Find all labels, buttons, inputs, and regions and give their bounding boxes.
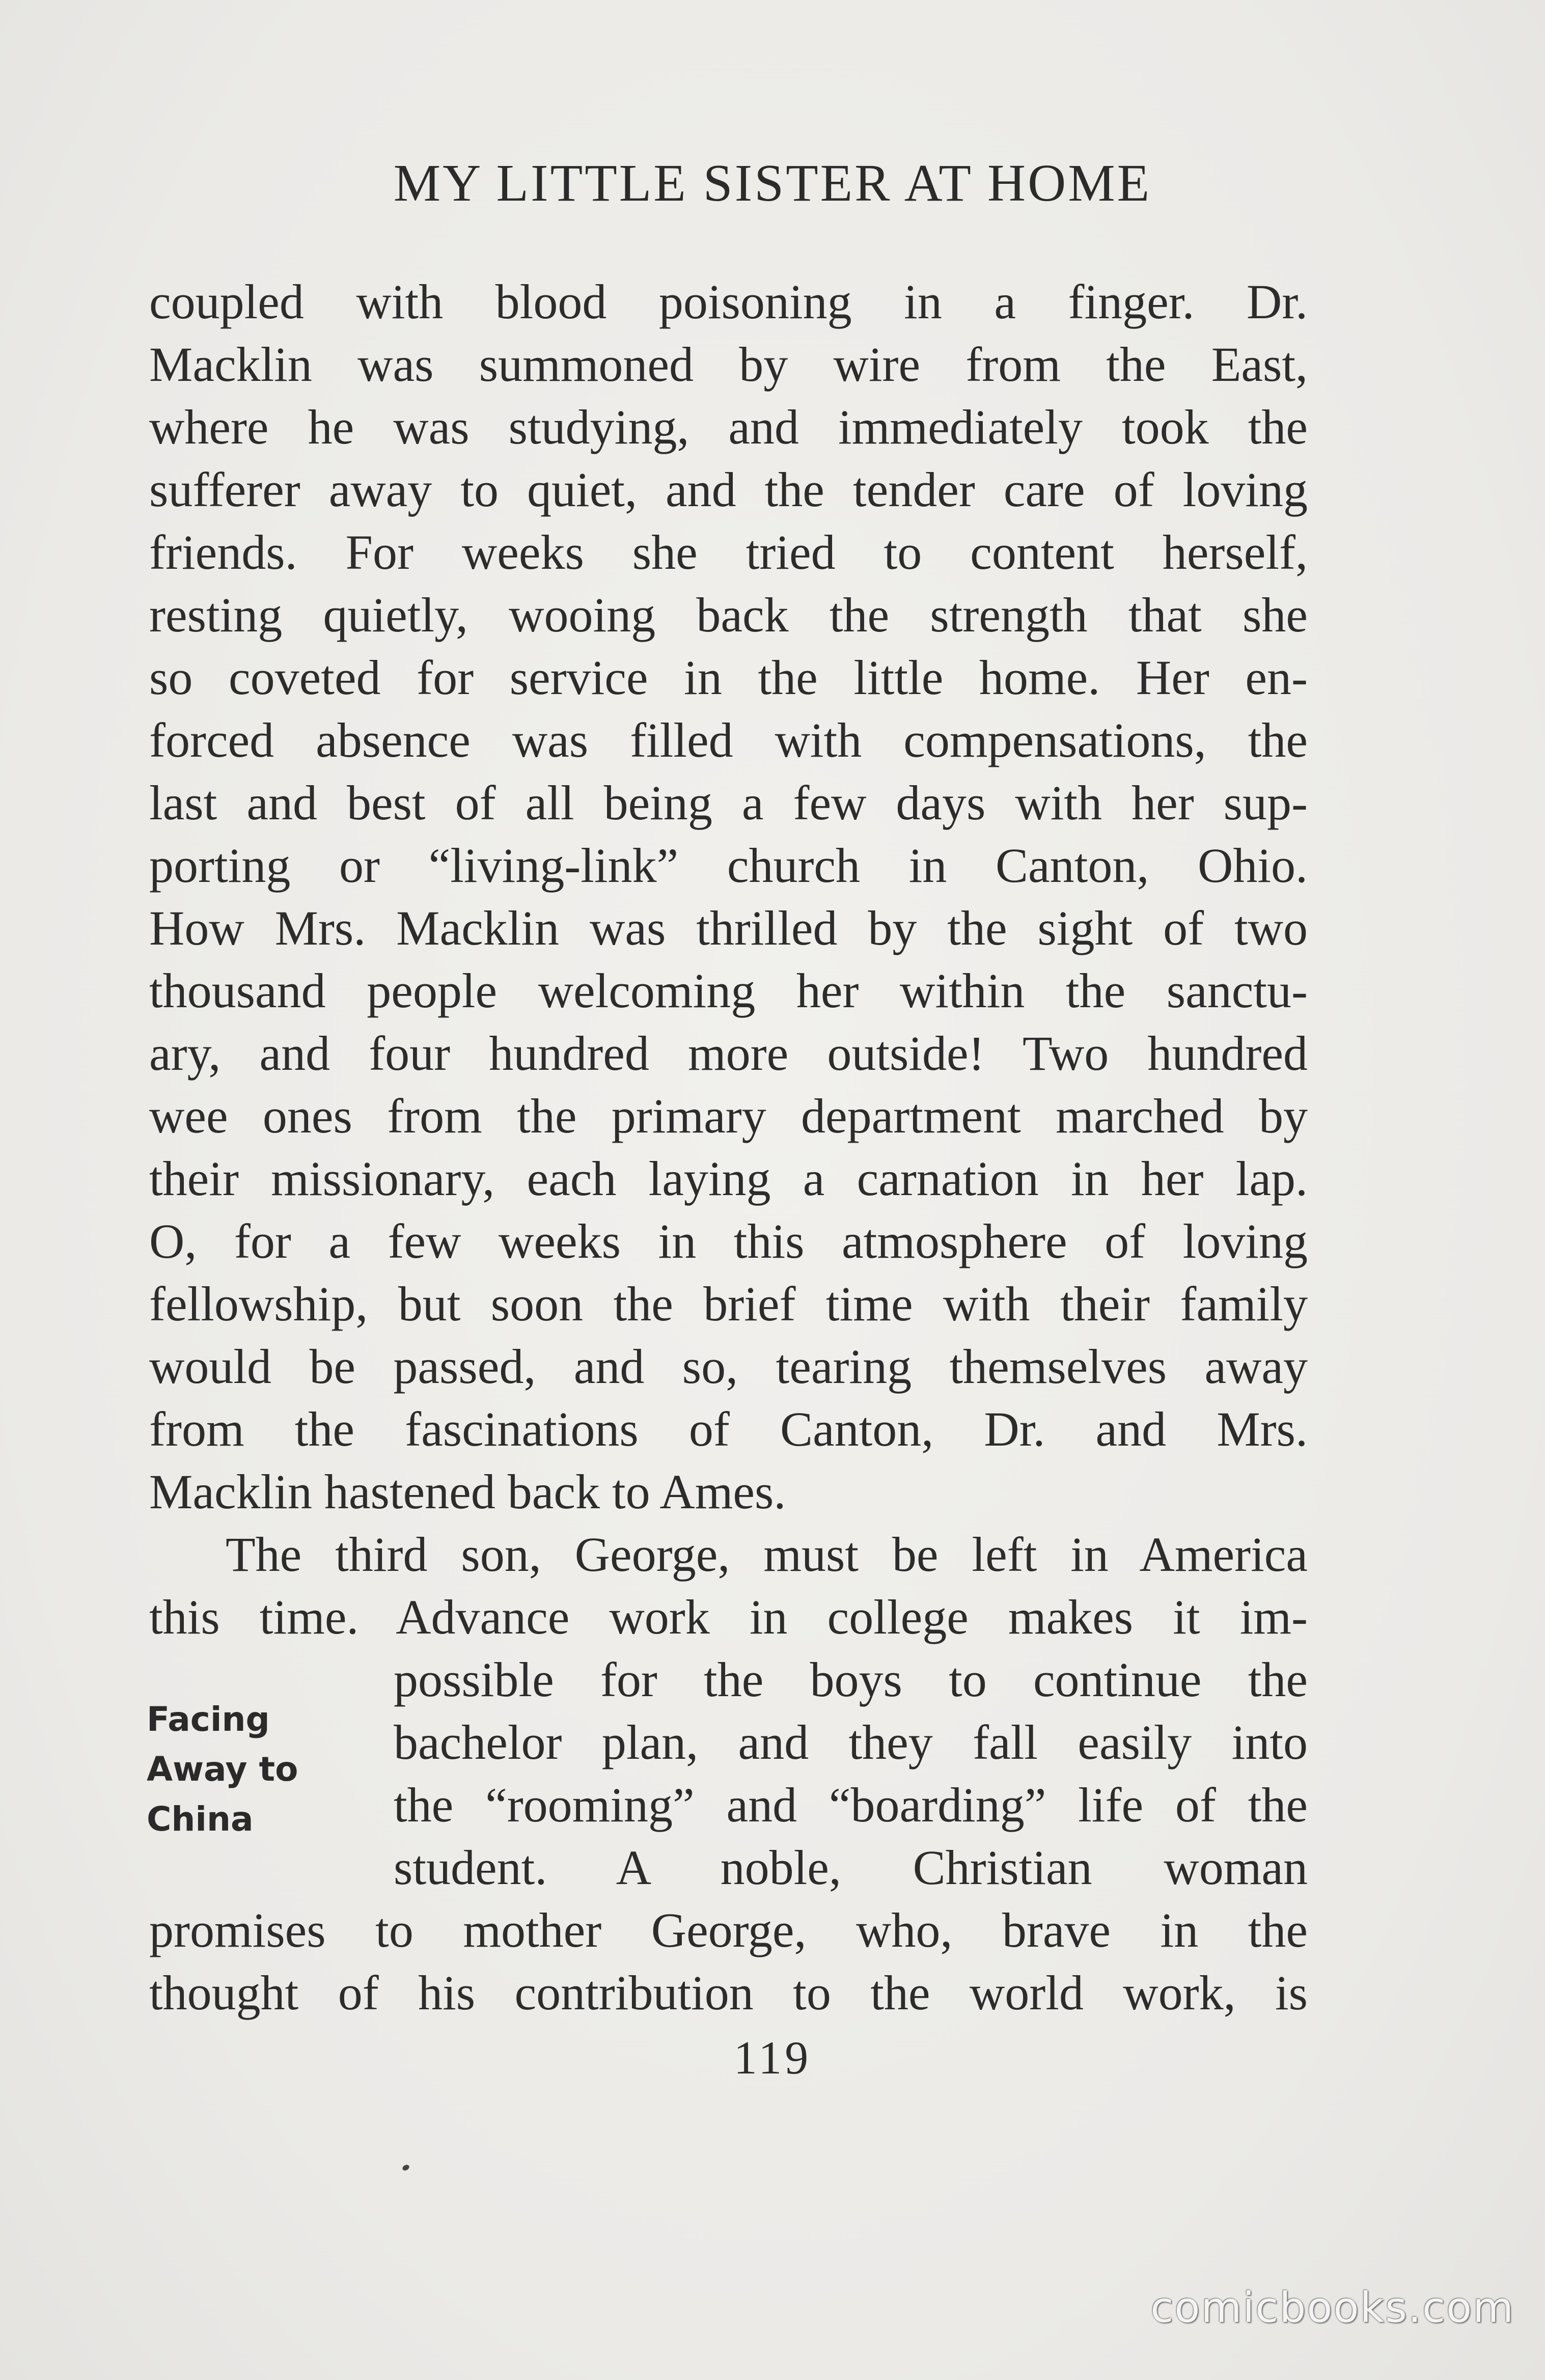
watermark: comicbooks.com: [1150, 2284, 1514, 2332]
body-line: thought of his contribution to the world work, is: [149, 1966, 1308, 2020]
body-line: forced absence was filled with compensations, the: [149, 713, 1308, 767]
body-line: bachelor plan, and they fall easily into: [394, 1715, 1308, 1769]
margin-sidenote: [147, 1695, 298, 1844]
body-line: Macklin was summoned by wire from the East,: [149, 337, 1308, 392]
body-line: the “rooming” and “boarding” life of the: [394, 1778, 1308, 1832]
body-line: so coveted for service in the little home. Her en-: [149, 650, 1308, 705]
body-line: promises to mother George, who, brave in the: [149, 1903, 1308, 1957]
body-line: sufferer away to quiet, and the tender care of loving: [149, 462, 1308, 517]
body-line: porting or “living-link” church in Canton, Ohio.: [149, 838, 1308, 893]
paragraph-first-line: The third son, George, must be left in America: [226, 1527, 1308, 1582]
body-line: Macklin hastened back to Ames.: [149, 1464, 786, 1519]
page-number: 119: [733, 2032, 812, 2084]
sidenote-line: Facing: [147, 1700, 270, 1739]
body-line: fellowship, but soon the brief time with their family: [149, 1277, 1308, 1331]
body-line: O, for a few weeks in this atmosphere of loving: [149, 1214, 1308, 1268]
body-line: from the fascinations of Canton, Dr. and Mrs.: [149, 1402, 1308, 1456]
sidenote-line: Away to: [147, 1750, 298, 1789]
body-line: student. A noble, Christian woman: [394, 1840, 1308, 1895]
body-line: wee ones from the primary department marched by: [149, 1089, 1308, 1143]
body-line: How Mrs. Macklin was thrilled by the sight of two: [149, 901, 1308, 955]
body-line: ary, and four hundred more outside! Two hundred: [149, 1026, 1308, 1081]
body-line: where he was studying, and immediately took the: [149, 400, 1308, 454]
body-line: their missionary, each laying a carnation in her lap.: [149, 1151, 1308, 1206]
running-head: MY LITTLE SISTER AT HOME: [393, 154, 1152, 212]
sidenote-line: China: [147, 1800, 254, 1839]
body-line: would be passed, and so, tearing themselves away: [149, 1339, 1308, 1394]
body-line: thousand people welcoming her within the sanctu-: [149, 963, 1308, 1018]
body-line: resting quietly, wooing back the strength that she: [149, 588, 1308, 642]
body-line: this time. Advance work in college makes it im-: [149, 1590, 1308, 1644]
ink-speck: [401, 2164, 410, 2172]
body-line: friends. For weeks she tried to content herself,: [149, 525, 1308, 579]
body-line: coupled with blood poisoning in a finger. Dr.: [149, 274, 1308, 329]
body-line: possible for the boys to continue the: [394, 1652, 1308, 1707]
body-line: last and best of all being a few days with her sup-: [149, 776, 1308, 830]
